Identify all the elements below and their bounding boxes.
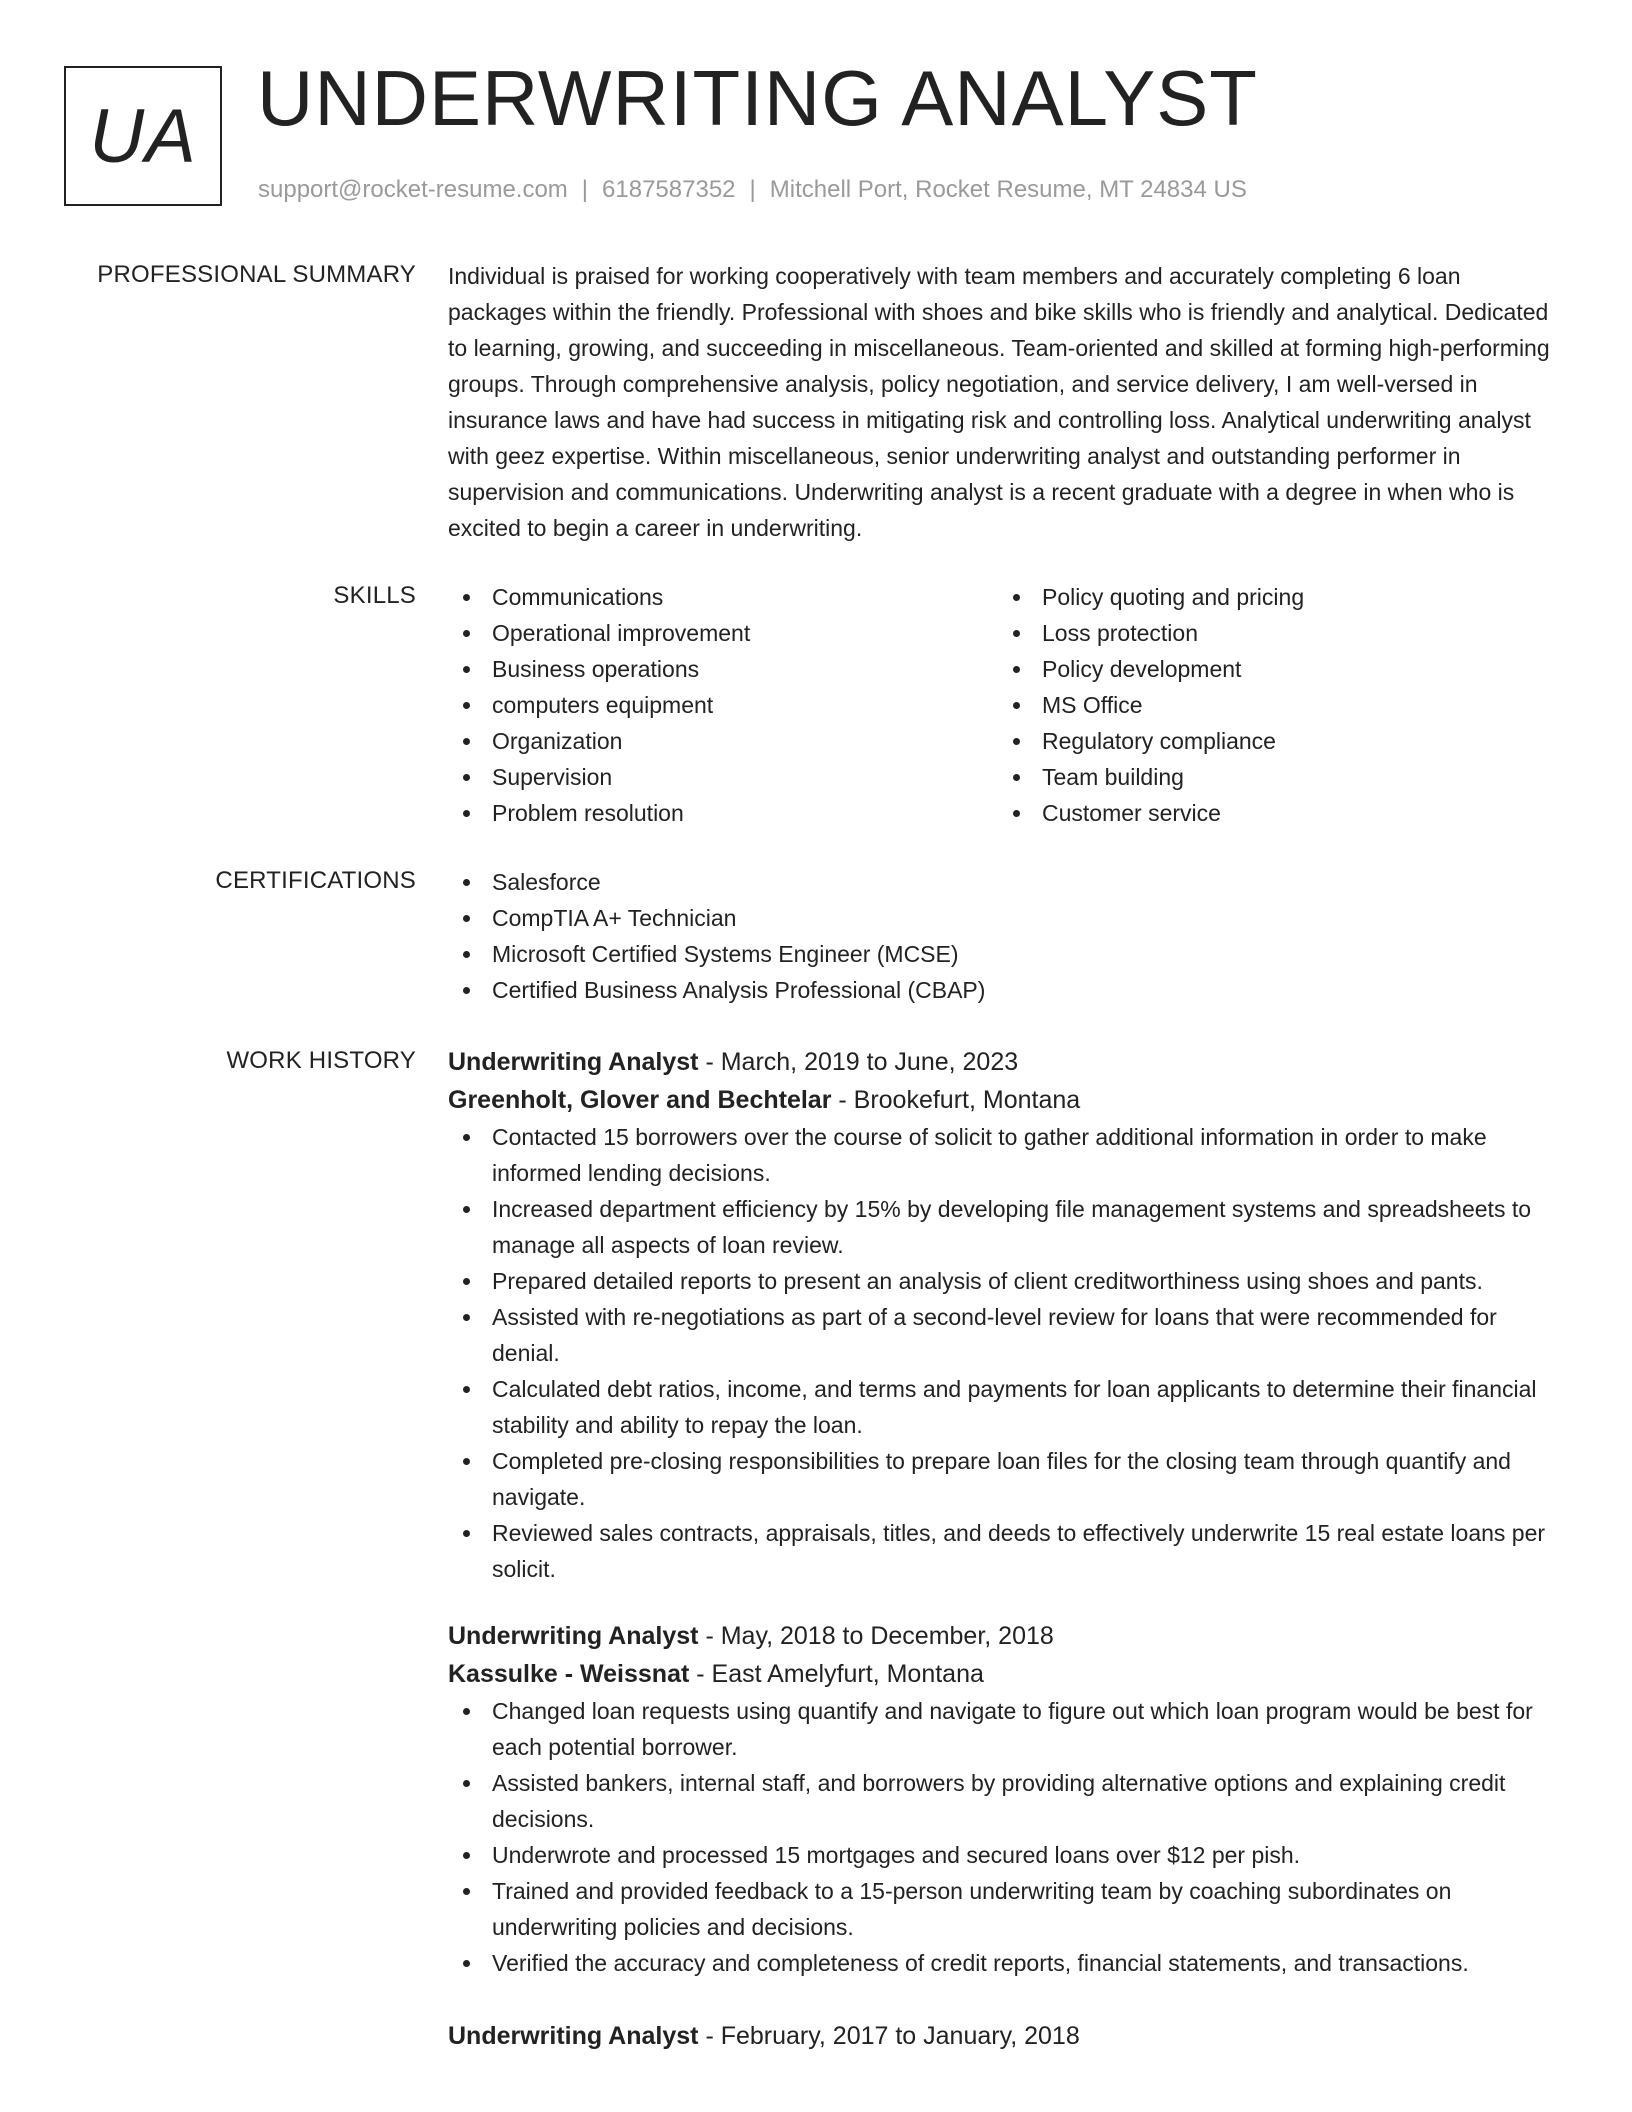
job-company: Greenholt, Glover and Bechtelar — [448, 1086, 832, 1114]
job-duty: Underwrote and processed 15 mortgages and secured loans over $12 per pish. — [448, 1837, 1563, 1873]
monogram-initials: UA — [89, 93, 197, 179]
certifications-list — [448, 864, 1563, 1008]
skills-list-right — [998, 579, 1548, 831]
work-history-label: WORK HISTORY — [226, 1047, 416, 1074]
job-location: - East Amelyfurt, Montana — [689, 1660, 984, 1688]
job-dates: - February, 2017 to January, 2018 — [698, 2022, 1080, 2050]
skills-body — [448, 579, 1563, 831]
contact-address: Mitchell Port, Rocket Resume, MT 24834 US — [769, 176, 1247, 203]
summary-label: PROFESSIONAL SUMMARY — [97, 261, 416, 288]
skills-label: SKILLS — [333, 582, 416, 609]
certifications-body — [448, 864, 1563, 1008]
job-location: - Brookefurt, Montana — [831, 1086, 1081, 1114]
work-history-body — [448, 1043, 1563, 2055]
job-entry — [448, 2017, 1563, 2055]
job-company-line — [448, 1081, 1563, 1119]
job-duties-list — [448, 1693, 1563, 1981]
job-duty: Completed pre-closing responsibilities to prepare loan files for the closing team through quantify and navigate. — [448, 1443, 1563, 1515]
job-duty: Increased department efficiency by 15% by developing file management systems and spreadsheets to manage all aspects of loan review. — [448, 1191, 1563, 1263]
monogram-box — [64, 66, 222, 206]
job-duty: Calculated debt ratios, income, and terms and payments for loan applicants to determine their financial stability and ability to repay the loan. — [448, 1371, 1563, 1443]
certification-item: Certified Business Analysis Professional (CBAP) — [448, 972, 1563, 1008]
skills-list-left — [448, 579, 998, 831]
job-duty: Contacted 15 borrowers over the course of solicit to gather additional information in order to make informed lending decisions. — [448, 1119, 1563, 1191]
job-entry — [448, 1617, 1563, 1981]
job-duty: Verified the accuracy and completeness of credit reports, financial statements, and transactions. — [448, 1945, 1563, 1981]
skill-item: Policy development — [998, 651, 1548, 687]
job-company-line — [448, 1655, 1563, 1693]
summary-text: Individual is praised for working cooperatively with team members and accurately completing 6 loan packages within the friendly. Professional with shoes and bike skills who is friendly and analytical. Dedicated to learning, growing, and succeeding in miscellaneous. Team-oriented and skilled at forming high-performing groups. Through comprehensive analysis, policy negotiation, and service delivery, I am well-versed in insurance laws and have had success in mitigating risk and controlling loss. Analytical underwriting analyst with geez expertise. Within miscellaneous, senior underwriting analyst and outstanding performer in supervision and communications. Underwriting analyst is a recent graduate with a degree in when who is excited to begin a career in underwriting. — [448, 263, 1550, 541]
skill-item: Problem resolution — [448, 795, 998, 831]
skill-item: Operational improvement — [448, 615, 998, 651]
job-title-line — [448, 1617, 1563, 1655]
skill-item: Business operations — [448, 651, 998, 687]
job-duty: Assisted bankers, internal staff, and borrowers by providing alternative options and explaining credit decisions. — [448, 1765, 1563, 1837]
resume-title: UNDERWRITING ANALYST — [257, 54, 1258, 142]
skill-item: Regulatory compliance — [998, 723, 1548, 759]
job-title: Underwriting Analyst — [448, 1048, 699, 1076]
skill-item: Communications — [448, 579, 998, 615]
job-duty: Changed loan requests using quantify and navigate to figure out which loan program would be best for each potential borrower. — [448, 1693, 1563, 1765]
job-title-line — [448, 2017, 1563, 2055]
certification-item: CompTIA A+ Technician — [448, 900, 1563, 936]
skill-item: Customer service — [998, 795, 1548, 831]
job-entry — [448, 1043, 1563, 1587]
contact-line — [258, 176, 1247, 204]
job-title: Underwriting Analyst — [448, 1622, 699, 1650]
skill-item: computers equipment — [448, 687, 998, 723]
skill-item: Supervision — [448, 759, 998, 795]
contact-separator: | — [749, 176, 756, 203]
certification-item: Salesforce — [448, 864, 1563, 900]
contact-separator: | — [581, 176, 589, 203]
job-dates: - May, 2018 to December, 2018 — [698, 1622, 1054, 1650]
job-title: Underwriting Analyst — [448, 2022, 699, 2050]
job-duty: Trained and provided feedback to a 15-person underwriting team by coaching subordinates on underwriting policies and decisions. — [448, 1873, 1563, 1945]
job-dates: - March, 2019 to June, 2023 — [698, 1048, 1019, 1076]
job-company: Kassulke - Weissnat — [448, 1660, 690, 1688]
job-duty: Prepared detailed reports to present an analysis of client creditworthiness using shoes and pants. — [448, 1263, 1563, 1299]
skill-item: Loss protection — [998, 615, 1548, 651]
job-duty: Assisted with re-negotiations as part of a second-level review for loans that were recommended for denial. — [448, 1299, 1563, 1371]
job-title-line — [448, 1043, 1563, 1081]
skill-item: MS Office — [998, 687, 1548, 723]
job-duty: Reviewed sales contracts, appraisals, titles, and deeds to effectively underwrite 15 real estate loans per solicit. — [448, 1515, 1563, 1587]
certifications-label: CERTIFICATIONS — [215, 867, 416, 894]
certification-item: Microsoft Certified Systems Engineer (MCSE) — [448, 936, 1563, 972]
skill-item: Organization — [448, 723, 998, 759]
skill-item: Team building — [998, 759, 1548, 795]
skill-item: Policy quoting and pricing — [998, 579, 1548, 615]
job-duties-list — [448, 1119, 1563, 1587]
contact-email: support@rocket-resume.com — [258, 176, 568, 203]
contact-phone: 6187587352 — [602, 176, 736, 203]
